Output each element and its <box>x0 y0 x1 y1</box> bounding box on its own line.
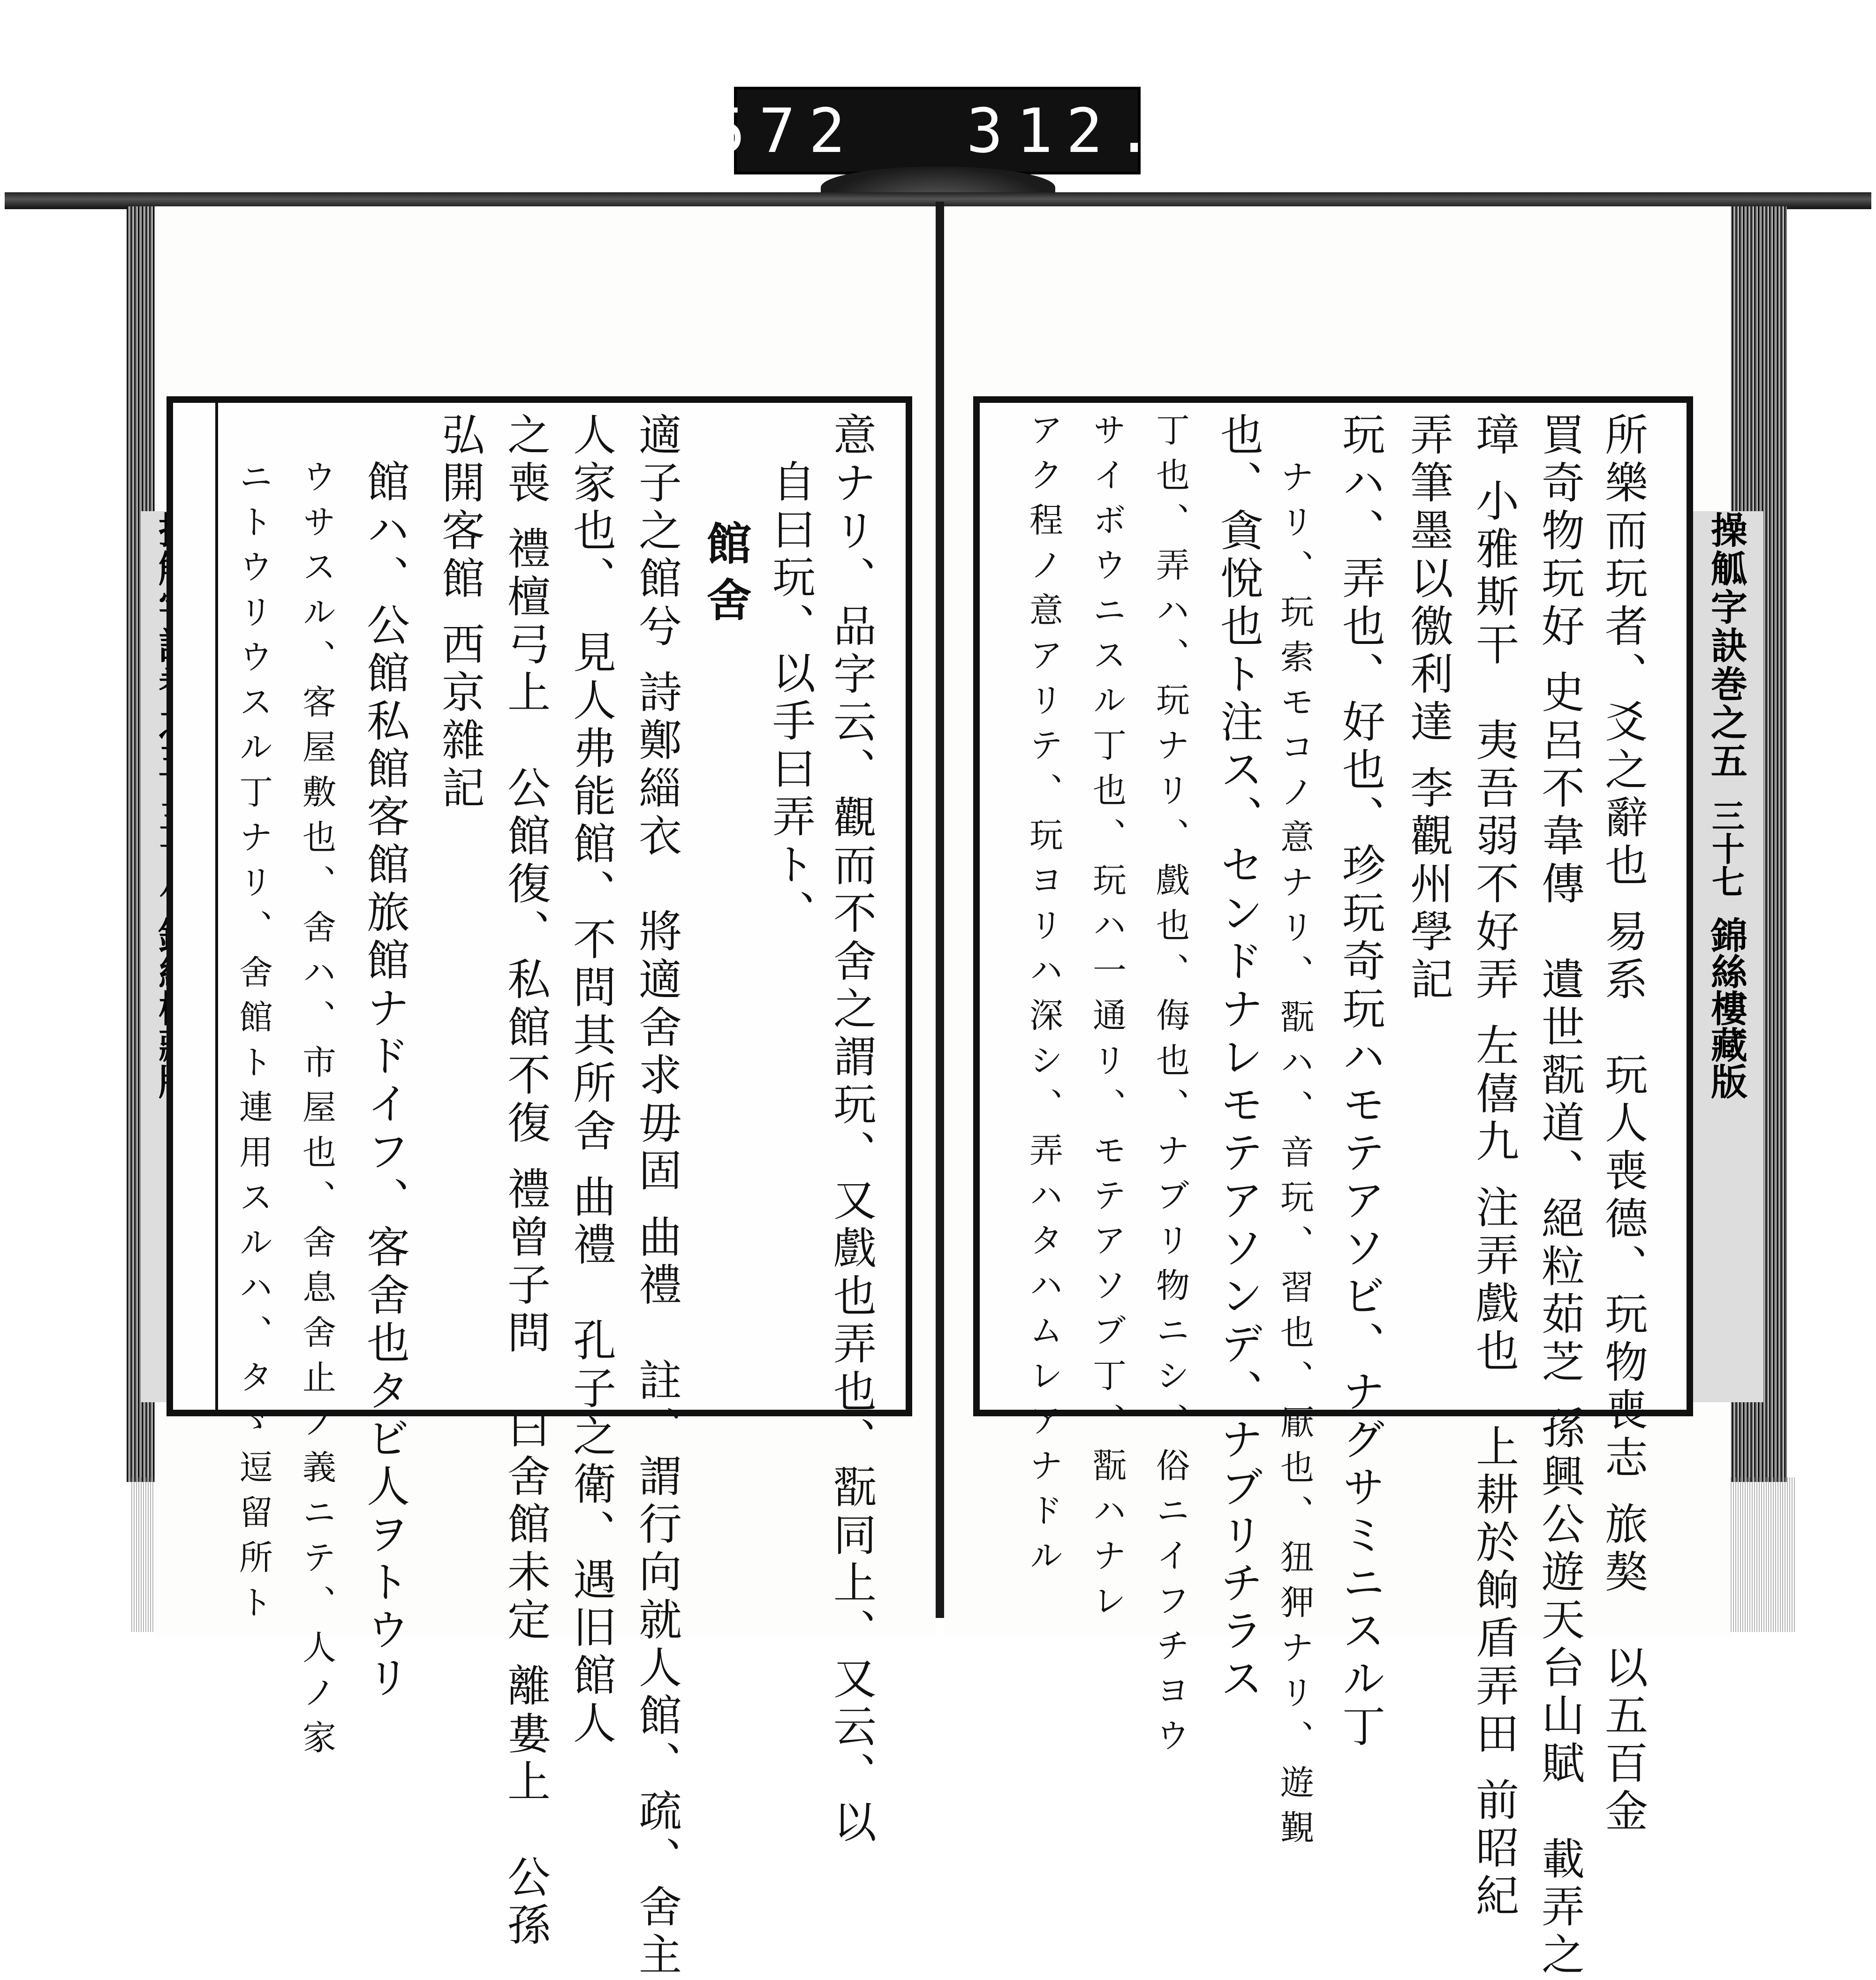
right-running-title-strip <box>1688 511 1763 1402</box>
left-text-column: 人家也、 見人弗能館、不問其所舍 曲禮 孔子之衛、遇旧館人 <box>566 412 616 1749</box>
right-text-column: 買奇物玩好 史呂不韋傳 遺世翫道、絕粒茹芝 孫興公遊天台山賦 載弄之 <box>1535 412 1585 1980</box>
book-spine <box>936 202 944 1618</box>
left-text-column: 意ナリ、品字云、觀而不舍之謂玩、又戲也弄也、翫同上、又云、以 <box>826 412 877 1847</box>
left-text-column: ニトウリウスル丁ナリ、舍館ト連用スルハ、タゞ逗留所ト <box>234 459 273 1630</box>
left-text-column: 自曰玩、以手曰弄ト、 <box>765 459 816 937</box>
call-number-left: 572 <box>709 95 859 166</box>
right-text-column: 所樂而玩者、爻之辭也 易系 玩人喪德、玩物喪志 旅獒 以五百金 <box>1598 412 1648 1836</box>
left-text-column: ウサスル、客屋敷也、舍ハ、市屋也、舍息舍止ノ義ニテ、人ノ家 <box>297 459 336 1765</box>
call-number-right: 312. <box>966 95 1166 166</box>
left-text-column: 適子之館兮 詩鄭緇衣 將適舍求毋固 曲禮 註、謂行向就人館、疏、舍主 <box>632 412 682 1980</box>
right-text-column: 玩ハ、弄也、好也、珍玩奇玩ハモテアソビ、ナグサミニスル丁 <box>1335 412 1385 1752</box>
right-text-frame <box>973 396 1693 1980</box>
right-text-column: 也、貪悅也ト注ス、センドナレモテアソンデ、ナブリチラス <box>1213 412 1263 1704</box>
left-frame-inner-rule <box>215 403 218 1410</box>
left-text-column: 弘開客館 西京雜記 <box>435 412 485 814</box>
right-text-column: 璋 小雅斯干 夷吾弱不好弄 左僖九 注弄戲也 上耕於餉盾弄田 前昭紀 <box>1469 412 1519 1921</box>
call-number-plate <box>709 87 1166 174</box>
left-text-frame <box>166 396 912 1980</box>
right-publisher: 錦絲樓藏版 <box>1705 916 1747 1099</box>
right-text-column: サイボウニスル丁也、玩ハ一通リ、モテアソブ丁、翫ハナレ <box>1087 412 1127 1628</box>
right-text-column: 丁也、弄ハ、玩ナリ、戲也、侮也、ナブリ物ニシ、俗ニイフチヨウ <box>1150 412 1190 1763</box>
right-text-column: アク程ノ意アリテ、玩ヨリハ深シ、弄ハタハムレアナドル <box>1024 412 1063 1583</box>
right-text-column: ナリ、玩索モコノ意ナリ、翫ハ、音玩、習也、厭也、狃狎ナリ、遊覲 <box>1275 459 1314 1855</box>
right-running-title: 操觚字訣巻之五 <box>1704 511 1747 780</box>
left-text-column: 館ハ、公館私館客館旅館ナドイフ、客舍也タビ人ヲトウリ <box>360 459 410 1703</box>
left-text-column: 之喪 禮檀弓上 公館復、私館不復 禮曾子問 曰舍館未定 離婁上 公孫 <box>500 412 551 1950</box>
right-text-column: 弄筆墨以徼利達 李觀州學記 <box>1403 412 1453 1005</box>
left-text-column: 館舍 <box>699 520 752 633</box>
right-folio: 三十七 <box>1706 799 1746 898</box>
